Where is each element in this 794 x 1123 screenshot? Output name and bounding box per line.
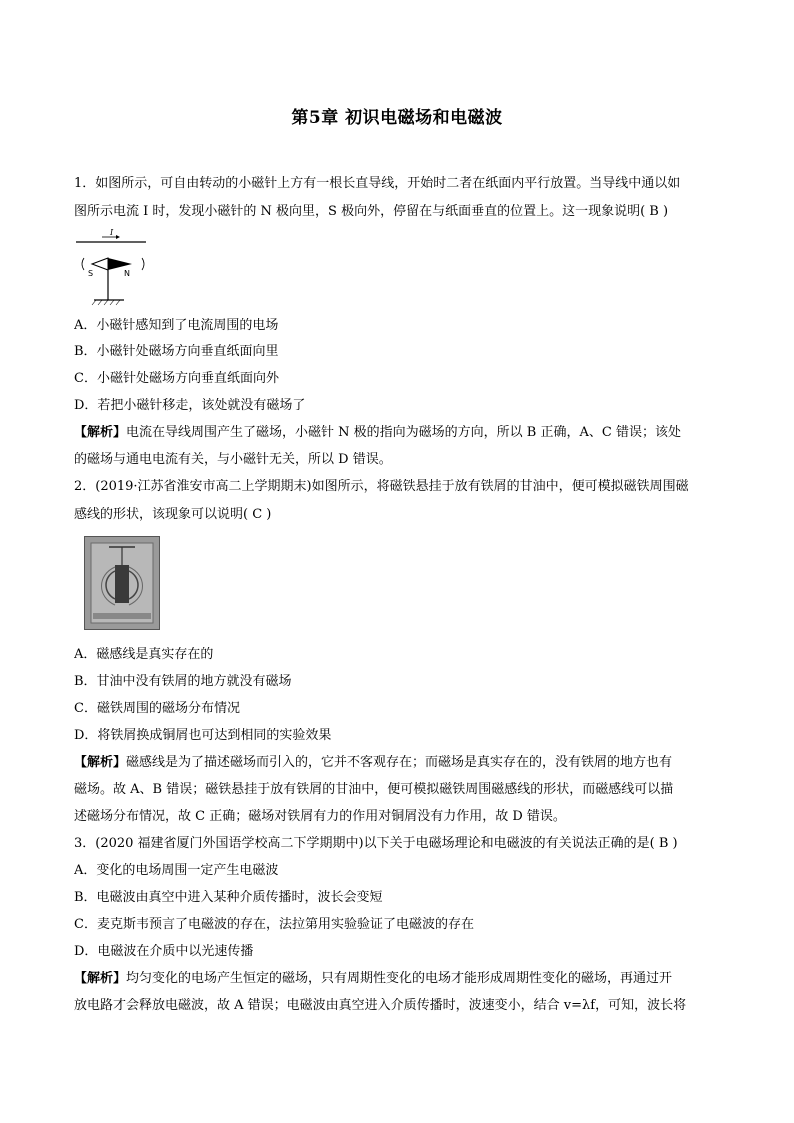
needle-s-half [92, 258, 108, 270]
q2-option-c: C．磁铁周围的磁场分布情况 [74, 701, 240, 716]
q2-iron-filings-photo [84, 536, 160, 630]
q1-analysis-line-1: 【解析】电流在导线周围产生了磁场，小磁针 N 极的指向为磁场的方向，所以 B 正确，A、C 错误；该处 [74, 425, 681, 440]
rotation-arc-left [82, 258, 84, 270]
q3-analysis-line-2: 放电路才会释放电磁波，故 A 错误；电磁波由真空进入介质传播时，波速变小，结合 v=λf，可知，波长将 [74, 998, 687, 1013]
q2-analysis-line-1: 【解析】磁感线是为了描述磁场而引入的，它并不客观存在；而磁场是真实存在的，没有铁屑的地方也有 [74, 755, 673, 770]
s-label: S [88, 269, 94, 278]
q1-compass-figure [74, 228, 154, 306]
q1-analysis-line-2: 的磁场与通电电流有关，与小磁针无关，所以 D 错误。 [74, 452, 392, 467]
q1-stem-line-1: 1．如图所示，可自由转动的小磁针上方有一根长直导线，开始时二者在纸面内平行放置。当导线中通以如 [74, 176, 681, 191]
q1-stem-line-2: 图所示电流 I 时，发现小磁针的 N 极向里，S 极向外，停留在与纸面垂直的位置上。这一现象说明( B ) [74, 204, 669, 219]
q2-stem-line-2: 感线的形状，该现象可以说明( C ) [74, 507, 272, 522]
q3-option-d: D．电磁波在介质中以光速传播 [74, 944, 254, 959]
q3-analysis-line-1: 【解析】均匀变化的电场产生恒定的磁场，只有周期性变化的电场才能形成周期性变化的磁场，再通过开 [74, 971, 673, 986]
q1-option-c: C．小磁针处磁场方向垂直纸面向外 [74, 371, 279, 386]
q1-option-d: D．若把小磁针移走，该处就没有磁场了 [74, 398, 306, 413]
q1-option-b: B．小磁针处磁场方向垂直纸面向里 [74, 344, 279, 359]
n-label: N [124, 269, 130, 278]
q2-option-b: B．甘油中没有铁屑的地方就没有磁场 [74, 674, 292, 689]
q2-analysis-line-2: 磁场。故 A、B 错误；磁铁悬挂于放有铁屑的甘油中，便可模拟磁铁周围磁感线的形状，而磁感线可以描 [74, 782, 674, 797]
q2-analysis-tag: 【解析】 [74, 755, 127, 770]
q2-analysis-line-3: 述磁场分布情况，故 C 正确；磁场对铁屑有力的作用对铜屑没有力作用，故 D 错误。 [74, 809, 566, 824]
q3-stem-line-1: 3．(2020 福建省厦门外国语学校高二下学期期中)以下关于电磁场理论和电磁波的有关说法正确的是( B ) [74, 836, 678, 851]
current-label: I [110, 228, 114, 237]
q3-option-b: B．电磁波由真空中进入某种介质传播时，波长会变短 [74, 890, 383, 905]
q2-option-a: A．磁感线是真实存在的 [74, 647, 214, 662]
q1-analysis-tag: 【解析】 [74, 425, 127, 440]
q1-option-a: A．小磁针感知到了电流周围的电场 [74, 318, 279, 333]
q3-option-c: C．麦克斯韦预言了电磁波的存在，法拉第用实验验证了电磁波的存在 [74, 917, 474, 932]
rotation-arc-right [142, 258, 144, 270]
current-arrowhead [116, 235, 120, 239]
q3-analysis-tag: 【解析】 [74, 971, 127, 986]
q3-option-a: A．变化的电场周围一定产生电磁波 [74, 863, 279, 878]
page-title: 第5章 初识电磁场和电磁波 [291, 108, 503, 128]
q2-option-d: D．将铁屑换成铜屑也可达到相同的实验效果 [74, 728, 332, 743]
q2-stem-line-1: 2．(2019·江苏省淮安市高二上学期期末)如图所示，将磁铁悬挂于放有铁屑的甘油中，便可模拟磁铁周围磁 [74, 479, 689, 494]
magnet-shape [115, 565, 129, 603]
